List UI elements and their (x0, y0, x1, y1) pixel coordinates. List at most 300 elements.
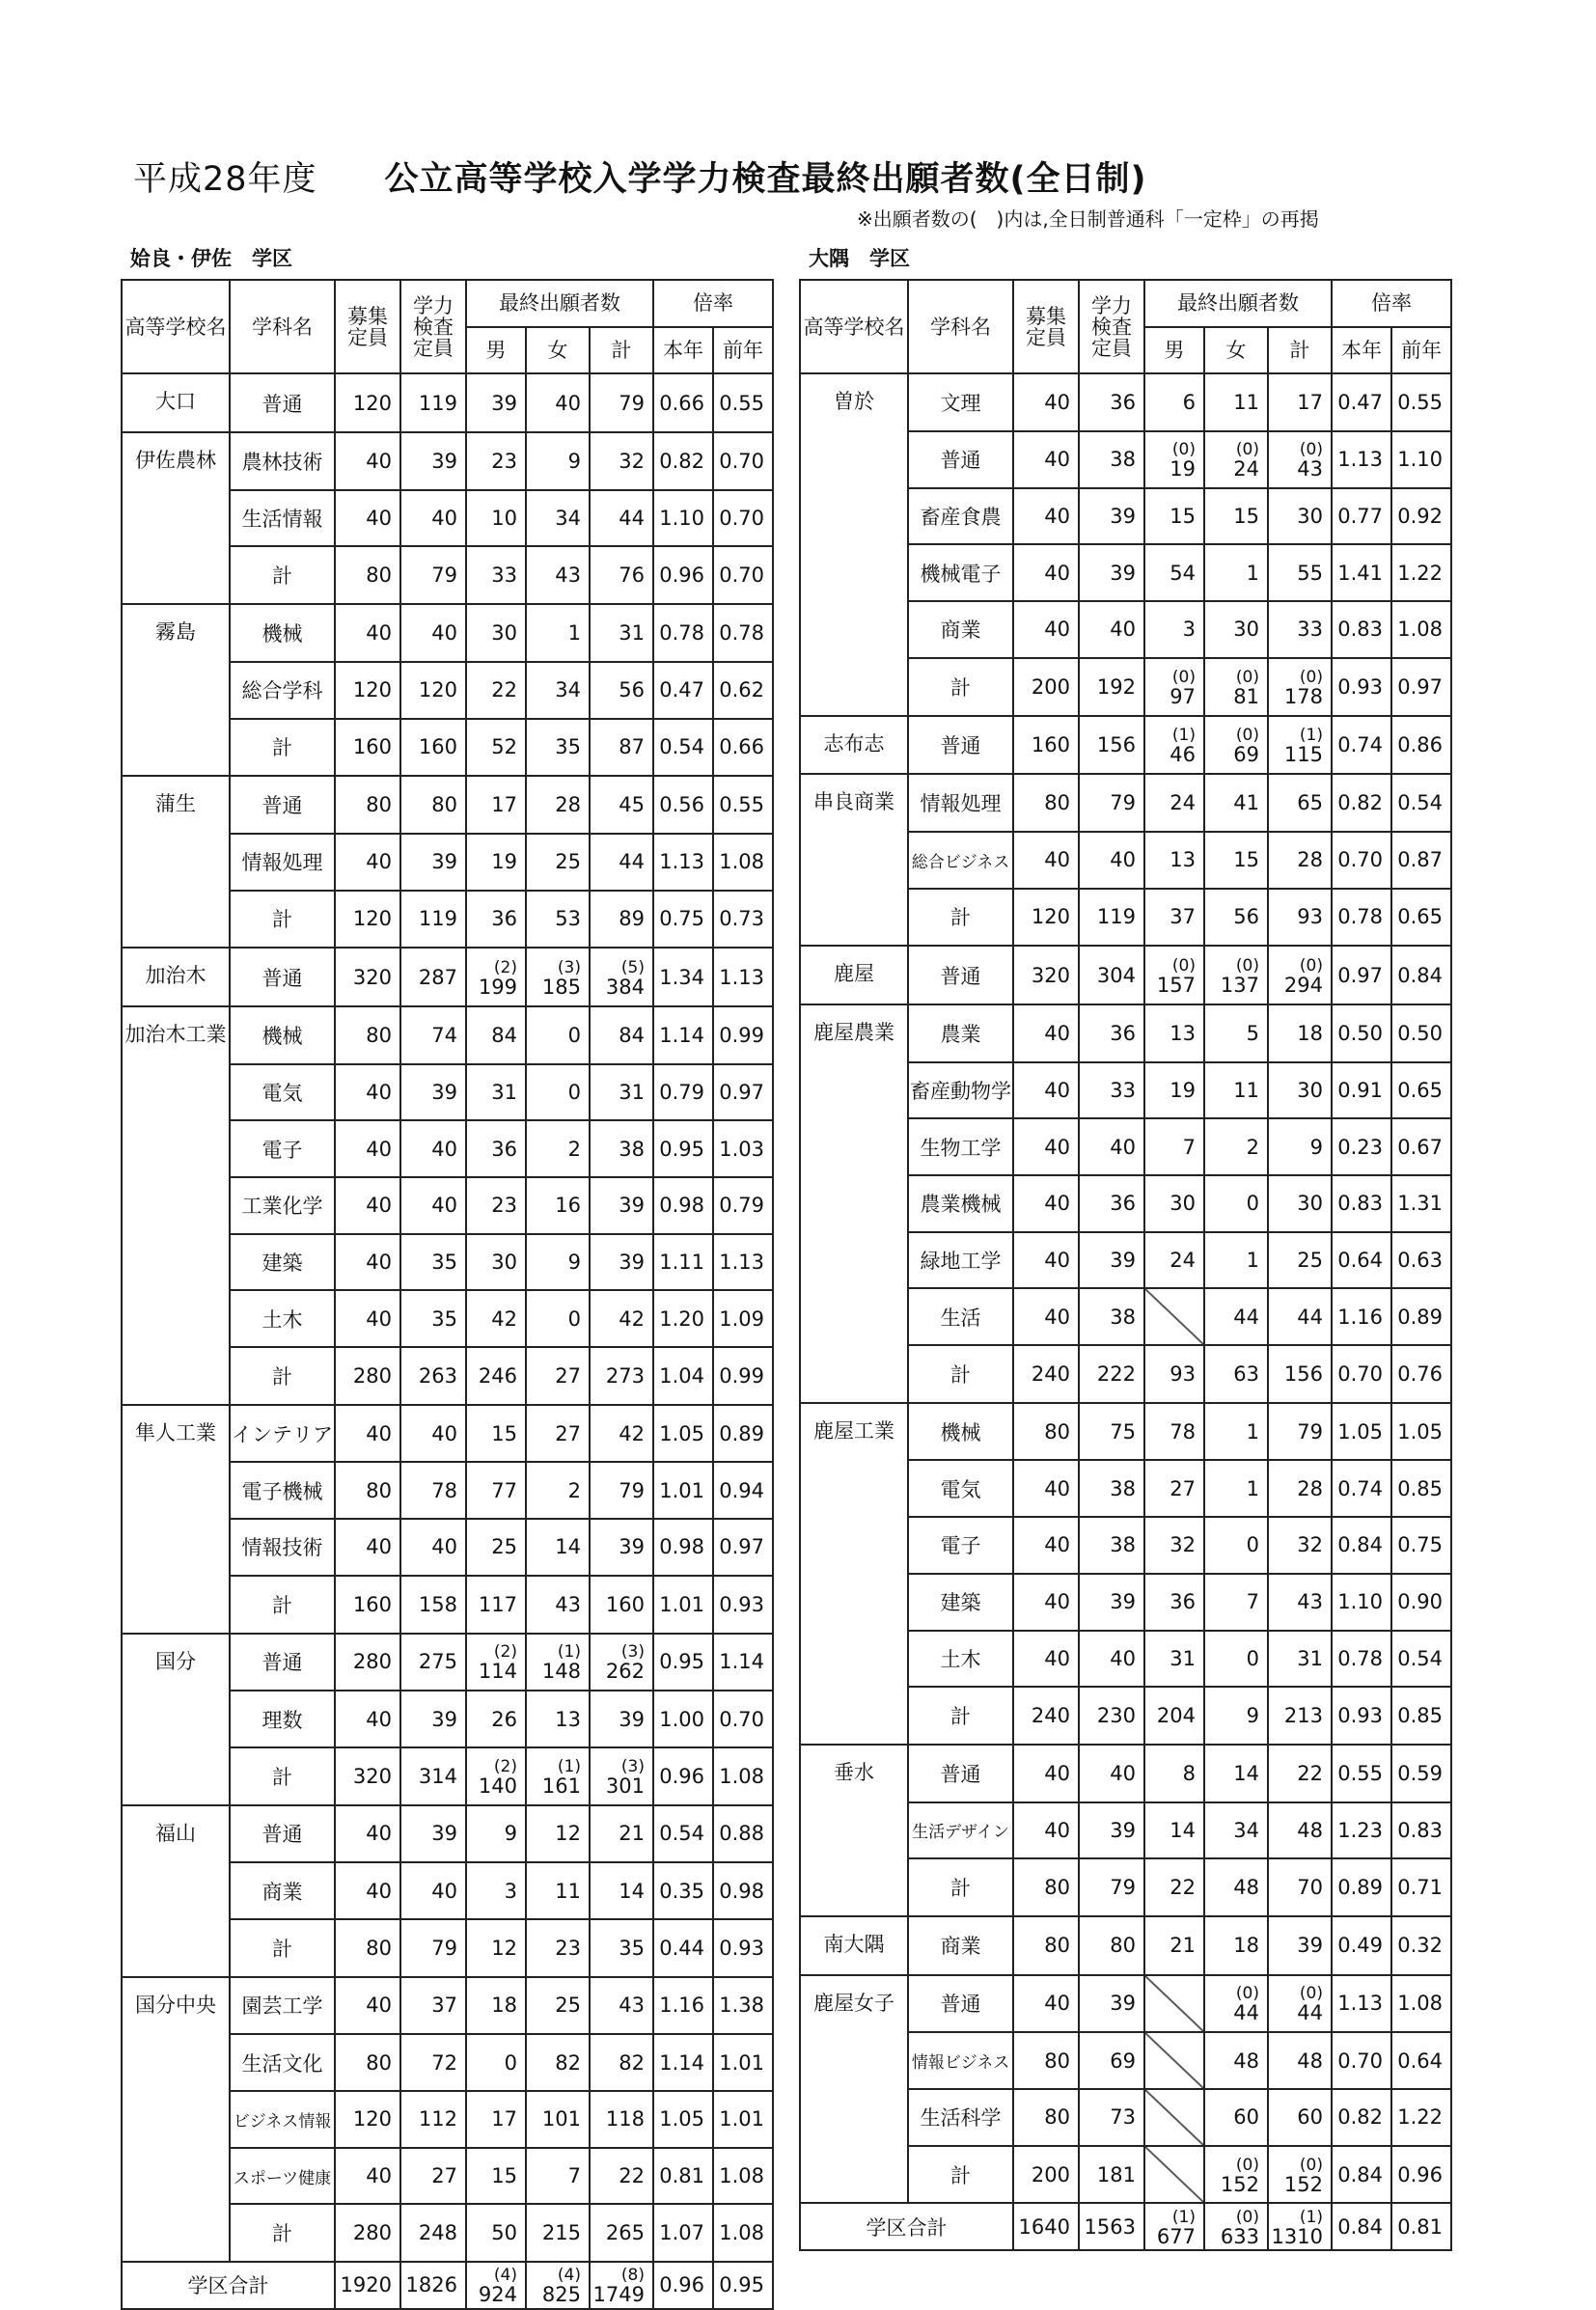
dept-name: 計 (230, 1347, 335, 1405)
school-name (800, 1460, 908, 1517)
school-name: 国分中央 (122, 1977, 230, 2035)
capacity: 80 (1013, 2089, 1079, 2146)
female-count-value: 69 (1233, 742, 1259, 766)
school-name (122, 1862, 230, 1919)
male-count: 17 (466, 776, 526, 834)
male-count-value: 19 (1169, 457, 1196, 481)
capacity: 280 (335, 1634, 400, 1691)
total-count: 30 (1268, 1062, 1332, 1119)
ratio-last-year: 0.89 (713, 1405, 773, 1463)
male-count-value: 140 (478, 1774, 517, 1798)
ratio-last-year: 0.64 (1391, 2032, 1451, 2089)
exam-capacity: 40 (1079, 832, 1144, 889)
total-count: 39 (590, 1234, 653, 1291)
capacity: 320 (335, 1747, 400, 1805)
male-count-wrap (467, 2266, 517, 2307)
district-total-row (122, 2262, 773, 2309)
header-male: 男 (466, 327, 526, 374)
capacity: 40 (1013, 431, 1079, 488)
female-count (526, 1747, 590, 1805)
capacity: 40 (1013, 601, 1079, 658)
school-name (122, 891, 230, 949)
female-count-paren: (0) (1235, 2155, 1259, 2175)
total-count: 56 (590, 662, 653, 719)
ratio-this-year: 0.84 (1332, 1517, 1391, 1574)
capacity: 40 (1013, 1175, 1079, 1232)
male-count: 24 (1144, 1232, 1204, 1289)
ratio-this-year: 1.20 (653, 1290, 713, 1347)
table-row (800, 1403, 1451, 1461)
ratio-last-year: 0.96 (1391, 2146, 1451, 2204)
school-name (122, 2204, 230, 2262)
exam-capacity: 78 (400, 1462, 466, 1519)
school-name: 曽於 (800, 373, 908, 431)
dept-name: 畜産動物学 (908, 1062, 1013, 1119)
ratio-this-year: 0.98 (653, 1177, 713, 1234)
dept-name: 生活デザイン (908, 1802, 1013, 1859)
ratio-last-year: 0.54 (1391, 774, 1451, 832)
table-row (122, 1234, 773, 1291)
female-count: 0 (526, 1290, 590, 1347)
exam-capacity: 38 (1079, 1460, 1144, 1517)
female-count-paren: (1) (557, 1642, 581, 1663)
male-count: 3 (1144, 601, 1204, 658)
male-count (1144, 431, 1204, 488)
table-row (122, 891, 773, 949)
capacity: 40 (335, 1862, 400, 1919)
ratio-last-year: 0.99 (713, 1006, 773, 1064)
female-count: 9 (526, 1234, 590, 1291)
ratio-this-year: 0.84 (1332, 2203, 1391, 2250)
table-row (800, 1916, 1451, 1975)
ratio-this-year: 0.47 (1332, 373, 1391, 431)
ratio-this-year: 1.00 (653, 1691, 713, 1747)
ratio-this-year: 1.01 (653, 1462, 713, 1519)
dept-name: 計 (230, 1919, 335, 1977)
capacity: 40 (335, 1234, 400, 1291)
exam-capacity: 314 (400, 1747, 466, 1805)
male-count: 93 (1144, 1345, 1204, 1403)
school-name: 鹿屋女子 (800, 1975, 908, 2033)
dept-name: 計 (230, 1576, 335, 1634)
female-count-value: 24 (1233, 457, 1259, 481)
ratio-this-year: 0.23 (1332, 1118, 1391, 1175)
female-count: 23 (526, 1919, 590, 1977)
male-count: 36 (1144, 1574, 1204, 1631)
total-count: 76 (590, 546, 653, 604)
capacity: 80 (1013, 774, 1079, 832)
ratio-this-year: 0.64 (1332, 1232, 1391, 1289)
male-count-wrap (1145, 956, 1196, 995)
ratio-last-year: 1.08 (1391, 601, 1451, 658)
dept-name: 機械 (230, 1006, 335, 1064)
ratio-this-year: 1.13 (653, 834, 713, 891)
header-male: 男 (1144, 327, 1204, 374)
male-count: 52 (466, 719, 526, 777)
total-count-value: 384 (605, 975, 645, 999)
ratio-this-year: 0.44 (653, 1919, 713, 1977)
exam-capacity: 263 (400, 1347, 466, 1405)
exam-capacity: 119 (1079, 889, 1144, 947)
table-row (122, 1064, 773, 1121)
ratio-last-year: 0.70 (713, 490, 773, 547)
ratio-this-year: 0.93 (1332, 1687, 1391, 1745)
male-count-paren: (4) (493, 2266, 517, 2286)
exam-capacity: 40 (1079, 601, 1144, 658)
capacity: 40 (335, 1120, 400, 1177)
total-count-paren: (1) (1299, 725, 1323, 745)
female-count: 15 (1204, 832, 1268, 889)
female-count-wrap (527, 958, 581, 997)
school-name (122, 1347, 230, 1405)
total-count-value: 1749 (592, 2283, 645, 2307)
female-count (1204, 2203, 1268, 2250)
female-count: 11 (1204, 1062, 1268, 1119)
total-count-paren: (0) (1299, 1984, 1323, 2004)
ratio-this-year: 0.56 (653, 776, 713, 834)
male-count: 0 (466, 2034, 526, 2091)
female-count: 1 (1204, 544, 1268, 601)
female-count-paren: (0) (1235, 955, 1259, 976)
female-count-wrap (527, 2266, 581, 2307)
female-count: 101 (526, 2091, 590, 2148)
total-count: 44 (1268, 1288, 1332, 1345)
table-row (122, 432, 773, 490)
table-row (800, 1460, 1451, 1517)
dept-name: 農林技術 (230, 432, 335, 490)
exam-capacity: 39 (1079, 488, 1144, 545)
exam-capacity: 79 (400, 1919, 466, 1977)
school-name (800, 658, 908, 716)
male-count: 10 (466, 490, 526, 547)
header-female: 女 (1204, 327, 1268, 374)
dept-name: 理数 (230, 1691, 335, 1747)
dept-name: 機械 (908, 1403, 1013, 1461)
school-name (800, 1687, 908, 1745)
capacity: 120 (335, 662, 400, 719)
total-count-paren: (1) (1299, 2207, 1323, 2227)
total-count (590, 1634, 653, 1691)
capacity: 40 (1013, 832, 1079, 889)
total-count: 79 (590, 1462, 653, 1519)
school-name: 垂水 (800, 1745, 908, 1802)
dept-name: 計 (230, 719, 335, 777)
capacity: 1920 (335, 2262, 400, 2309)
table-row (800, 832, 1451, 889)
capacity: 80 (335, 1462, 400, 1519)
dept-name: スポーツ健康 (230, 2148, 335, 2205)
ratio-this-year: 0.83 (1332, 1175, 1391, 1232)
dept-name: 建築 (230, 1234, 335, 1291)
school-name (122, 662, 230, 719)
ratio-last-year: 0.87 (1391, 832, 1451, 889)
school-name (122, 1120, 230, 1177)
ratio-last-year: 1.31 (1391, 1175, 1451, 1232)
total-count: 93 (1268, 889, 1332, 947)
table-row (122, 1462, 773, 1519)
ratio-this-year: 1.23 (1332, 1802, 1391, 1859)
ratio-last-year: 0.93 (713, 1576, 773, 1634)
male-count: 30 (466, 604, 526, 662)
table-row (122, 1691, 773, 1747)
ratio-last-year: 0.81 (1391, 2203, 1451, 2250)
ratio-this-year: 1.13 (1332, 1975, 1391, 2033)
male-count-paren: (0) (1171, 955, 1196, 976)
male-count-value: 46 (1169, 742, 1196, 766)
ratio-this-year: 0.89 (1332, 1858, 1391, 1916)
school-name (122, 1519, 230, 1576)
table-row (122, 2034, 773, 2091)
female-count-value: 148 (541, 1660, 581, 1684)
exam-capacity: 37 (400, 1977, 466, 2035)
exam-capacity: 80 (400, 776, 466, 834)
female-count-wrap (1205, 440, 1259, 479)
total-count (1268, 658, 1332, 716)
exam-capacity: 39 (400, 834, 466, 891)
table-row (122, 490, 773, 547)
capacity: 40 (1013, 1232, 1079, 1289)
male-count-paren: (2) (493, 1756, 517, 1776)
total-count (1268, 2146, 1332, 2204)
male-count: 246 (466, 1347, 526, 1405)
total-count-value: 44 (1297, 2001, 1323, 2025)
capacity: 160 (1013, 716, 1079, 775)
table-row (122, 1862, 773, 1919)
ratio-this-year: 0.95 (653, 1634, 713, 1691)
total-count: 43 (590, 1977, 653, 2035)
exam-capacity: 120 (400, 662, 466, 719)
female-count: 35 (526, 719, 590, 777)
total-count: 14 (590, 1862, 653, 1919)
female-count-value: 633 (1220, 2224, 1259, 2248)
total-count (1268, 431, 1332, 488)
female-count-wrap (527, 1642, 581, 1684)
male-count: 24 (1144, 774, 1204, 832)
female-count (1204, 716, 1268, 775)
ratio-last-year: 1.01 (713, 2091, 773, 2148)
ratio-this-year: 0.47 (653, 662, 713, 719)
female-count-value: 825 (541, 2283, 581, 2307)
dept-name: 計 (908, 658, 1013, 716)
ratio-this-year: 0.70 (1332, 832, 1391, 889)
ratio-last-year: 0.75 (1391, 1517, 1451, 1574)
ratio-this-year: 0.84 (1332, 2146, 1391, 2204)
exam-capacity: 72 (400, 2034, 466, 2091)
table-row (122, 719, 773, 777)
ratio-this-year: 1.16 (653, 1977, 713, 2035)
capacity: 120 (335, 2091, 400, 2148)
female-count: 25 (526, 1977, 590, 2035)
female-count: 0 (1204, 1631, 1268, 1688)
total-count: 89 (590, 891, 653, 949)
total-count-value: 43 (1297, 457, 1323, 481)
capacity: 120 (1013, 889, 1079, 947)
female-count: 34 (526, 490, 590, 547)
capacity: 80 (335, 546, 400, 604)
female-count: 5 (1204, 1004, 1268, 1062)
table-row (122, 1290, 773, 1347)
capacity: 240 (1013, 1345, 1079, 1403)
capacity: 40 (335, 1064, 400, 1121)
applicants-table-right (799, 279, 1452, 2251)
total-count: 42 (590, 1290, 653, 1347)
exam-capacity: 192 (1079, 658, 1144, 716)
page-title (133, 152, 1147, 201)
ratio-this-year: 0.78 (1332, 1631, 1391, 1688)
male-count: 3 (466, 1862, 526, 1919)
dept-name: 電気 (908, 1460, 1013, 1517)
ratio-last-year: 0.67 (1391, 1118, 1451, 1175)
female-count: 14 (1204, 1745, 1268, 1802)
dept-name: 電子 (230, 1120, 335, 1177)
school-name (800, 1574, 908, 1631)
header-this-year: 本年 (1332, 327, 1391, 374)
ratio-last-year: 1.08 (713, 2204, 773, 2262)
female-count (1204, 658, 1268, 716)
school-name (122, 546, 230, 604)
table-row (800, 544, 1451, 601)
dept-name: 普通 (908, 946, 1013, 1004)
capacity: 200 (1013, 658, 1079, 716)
total-count: 160 (590, 1576, 653, 1634)
male-count (466, 2262, 526, 2309)
ratio-this-year: 0.82 (1332, 774, 1391, 832)
dept-name: 普通 (230, 373, 335, 432)
header-this-year: 本年 (653, 327, 713, 374)
male-count-na (1144, 2032, 1204, 2089)
table-row (800, 373, 1451, 431)
ratio-last-year: 0.63 (1391, 1232, 1451, 1289)
dept-name: 計 (230, 546, 335, 604)
capacity: 160 (335, 1576, 400, 1634)
school-name (800, 1175, 908, 1232)
male-count: 12 (466, 1919, 526, 1977)
total-count: 22 (590, 2148, 653, 2205)
male-count: 23 (466, 432, 526, 490)
exam-capacity: 74 (400, 1006, 466, 1064)
dept-name: 情報処理 (908, 774, 1013, 832)
female-count: 60 (1204, 2089, 1268, 2146)
total-count: 39 (590, 1519, 653, 1576)
total-count: 31 (590, 604, 653, 662)
table-row (800, 1118, 1451, 1175)
ratio-last-year: 0.59 (1391, 1745, 1451, 1802)
table-row (800, 1062, 1451, 1119)
ratio-this-year: 1.05 (653, 1405, 713, 1463)
dept-name: 農業機械 (908, 1175, 1013, 1232)
male-count: 27 (1144, 1460, 1204, 1517)
male-count-wrap (1145, 2208, 1196, 2246)
exam-capacity: 248 (400, 2204, 466, 2262)
total-count: 87 (590, 719, 653, 777)
male-count: 22 (1144, 1858, 1204, 1916)
title-main: 公立高等学校入学学力検査最終出願者数(全日制) (384, 160, 1147, 199)
header-dept: 学科名 (908, 280, 1013, 373)
table-row (800, 1232, 1451, 1289)
dept-name: 総合ビジネス (908, 832, 1013, 889)
table-row (800, 1745, 1451, 1802)
female-count (526, 948, 590, 1006)
male-count: 31 (1144, 1631, 1204, 1688)
female-count: 25 (526, 834, 590, 891)
male-count-paren: (2) (493, 1642, 517, 1663)
table-row (800, 1975, 1451, 2033)
total-count-wrap (1269, 1984, 1323, 2025)
total-count: 273 (590, 1347, 653, 1405)
dept-name: 計 (908, 1345, 1013, 1403)
total-count: 265 (590, 2204, 653, 2262)
school-name (800, 1232, 908, 1289)
ratio-this-year: 0.93 (1332, 658, 1391, 716)
total-count-paren: (8) (620, 2266, 645, 2286)
total-count (1268, 716, 1332, 775)
table-row (800, 1574, 1451, 1631)
school-name (800, 431, 908, 488)
table-row (122, 1634, 773, 1691)
male-count: 18 (466, 1977, 526, 2035)
male-count: 84 (466, 1006, 526, 1064)
table-row (122, 546, 773, 604)
dept-name: 土木 (908, 1631, 1013, 1688)
total-count: 31 (1268, 1631, 1332, 1688)
dept-name: 電気 (230, 1064, 335, 1121)
female-count: 11 (526, 1862, 590, 1919)
table-row (800, 1004, 1451, 1062)
school-name (122, 719, 230, 777)
table-row (122, 1519, 773, 1576)
exam-capacity: 287 (400, 948, 466, 1006)
dept-name: 土木 (230, 1290, 335, 1347)
total-count: 28 (1268, 832, 1332, 889)
dept-name: 普通 (908, 1745, 1013, 1802)
exam-capacity: 33 (1079, 1062, 1144, 1119)
female-count: 44 (1204, 1288, 1268, 1345)
female-count-value: 44 (1233, 2001, 1259, 2025)
male-count: 7 (1144, 1118, 1204, 1175)
capacity: 40 (335, 1805, 400, 1863)
dept-name: 生活 (908, 1288, 1013, 1345)
exam-capacity: 79 (400, 546, 466, 604)
region-label-left: 姶良・伊佐 学区 (130, 247, 292, 270)
ratio-this-year: 0.66 (653, 373, 713, 432)
page-note: ※出願者数の( )内は,全日制普通科「一定枠」の再掲 (857, 207, 1319, 231)
female-count: 27 (526, 1347, 590, 1405)
male-count (466, 948, 526, 1006)
dept-name: ビジネス情報 (230, 2091, 335, 2148)
capacity: 40 (335, 604, 400, 662)
school-name (122, 1234, 230, 1291)
female-count: 0 (1204, 1175, 1268, 1232)
male-count (1144, 716, 1204, 775)
dept-name: 文理 (908, 373, 1013, 431)
header-row (800, 280, 1451, 327)
male-count: 14 (1144, 1802, 1204, 1859)
ratio-this-year: 0.74 (1332, 716, 1391, 775)
total-count: 35 (590, 1919, 653, 1977)
dept-name: 生物工学 (908, 1118, 1013, 1175)
table-row (122, 1977, 773, 2035)
capacity: 40 (335, 1977, 400, 2035)
total-count-wrap (1269, 2156, 1323, 2194)
ratio-last-year: 0.79 (713, 1177, 773, 1234)
ratio-this-year: 0.98 (653, 1519, 713, 1576)
dept-name: 計 (908, 1858, 1013, 1916)
ratio-this-year: 0.49 (1332, 1916, 1391, 1975)
total-count: 30 (1268, 1175, 1332, 1232)
total-count-wrap (591, 1757, 645, 1796)
dept-name: 農業 (908, 1004, 1013, 1062)
header-last-year: 前年 (1391, 327, 1451, 374)
